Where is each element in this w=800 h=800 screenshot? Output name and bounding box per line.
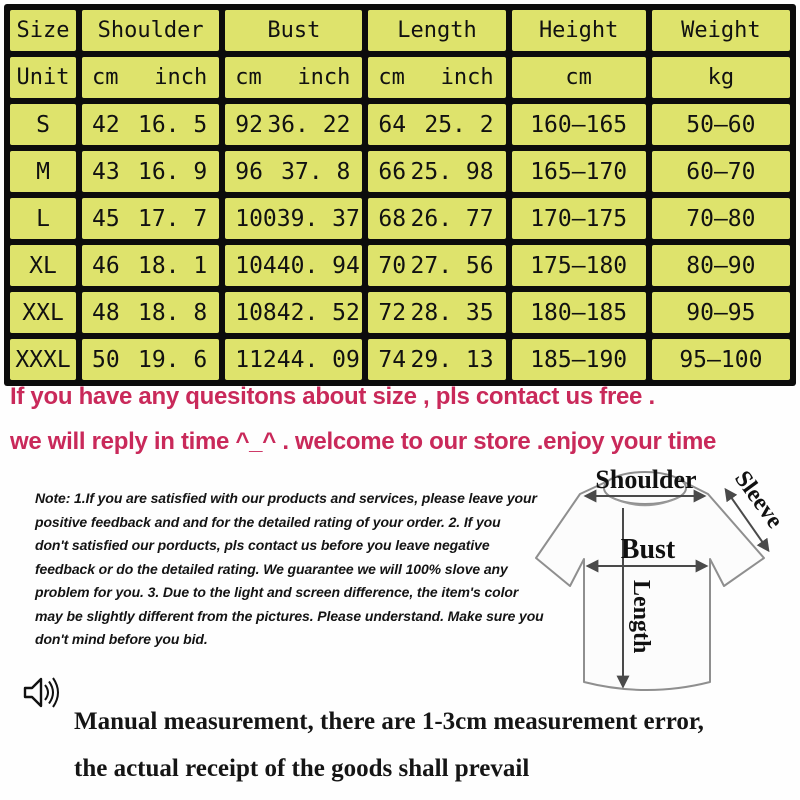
length-cm-value: 72 <box>378 299 407 326</box>
table-header-row <box>10 10 790 51</box>
cell-bust <box>225 151 362 192</box>
table-row-l <box>10 198 790 239</box>
bust-label: Bust <box>620 534 676 565</box>
bust-inch-value: 42. 52 <box>276 299 360 326</box>
length-cm-value: 68 <box>378 205 407 232</box>
unit-label: Unit <box>10 57 76 98</box>
bust-inch-value: 36. 22 <box>267 111 351 138</box>
bust-inch-value: 44. 09 <box>276 346 360 373</box>
table-row-m <box>10 151 790 192</box>
length-inch-value: 29. 13 <box>410 346 494 373</box>
header-length: Length <box>368 10 505 51</box>
cell-length <box>368 198 505 239</box>
unit-bust <box>225 57 362 98</box>
sleeve-label: Sleeve <box>729 466 788 534</box>
measurement-disclaimer <box>74 698 704 792</box>
table-row-xxl <box>10 292 790 333</box>
bust-cm-value: 100 <box>235 205 277 232</box>
length-label: Length <box>628 580 654 654</box>
unit-cm: cm <box>92 65 119 90</box>
bust-inch-value: 39. 37 <box>276 205 360 232</box>
header-weight: Weight <box>652 10 790 51</box>
cell-size: XXXL <box>10 339 76 380</box>
note-line: don't satisfied our porducts, pls contact us before you leave negative <box>35 537 490 553</box>
cell-weight: 90–95 <box>652 292 790 333</box>
unit-inch: inch <box>297 65 351 90</box>
disclaimer-line-2: the actual receipt of the goods shall prevail <box>74 755 530 782</box>
bust-cm-value: 108 <box>235 299 277 326</box>
note-line: problem for you. 3. Due to the light and screen difference, the item's color <box>35 584 519 600</box>
length-inch-value: 25. 2 <box>424 111 494 138</box>
shoulder-cm-value: 48 <box>92 299 120 326</box>
length-inch-value: 27. 56 <box>410 252 494 279</box>
cell-height: 160–165 <box>512 104 646 145</box>
shoulder-cm-value: 46 <box>92 252 120 279</box>
shoulder-inch-value: 19. 6 <box>137 346 208 373</box>
bust-cm-value: 112 <box>235 346 277 373</box>
contact-promo-text <box>10 374 716 464</box>
length-cm-value: 74 <box>378 346 407 373</box>
length-cm-value: 66 <box>378 158 407 185</box>
cell-height: 185–190 <box>512 339 646 380</box>
shoulder-inch-value: 17. 7 <box>137 205 208 232</box>
unit-inch: inch <box>154 65 208 90</box>
cell-size: XL <box>10 245 76 286</box>
cell-shoulder <box>82 151 219 192</box>
cell-length <box>368 245 505 286</box>
header-size: Size <box>10 10 76 51</box>
cell-height: 170–175 <box>512 198 646 239</box>
cell-length <box>368 104 505 145</box>
table-row-s <box>10 104 790 145</box>
shoulder-inch-value: 16. 9 <box>137 158 208 185</box>
length-inch-value: 26. 77 <box>410 205 494 232</box>
cell-height: 175–180 <box>512 245 646 286</box>
note-line: feedback or do the detailed rating. We guarantee we will 100% slove any <box>35 560 508 577</box>
bust-cm-value: 104 <box>235 252 277 279</box>
table-row-xl <box>10 245 790 286</box>
unit-height: cm <box>512 57 646 98</box>
bust-cm-value: 92 <box>235 111 263 138</box>
shoulder-inch-value: 18. 1 <box>137 252 208 279</box>
cell-weight: 50–60 <box>652 104 790 145</box>
cell-weight: 70–80 <box>652 198 790 239</box>
shoulder-label: Shoulder <box>595 465 697 494</box>
bust-inch-value: 37. 8 <box>281 158 351 185</box>
cell-size: M <box>10 151 76 192</box>
cell-weight: 60–70 <box>652 151 790 192</box>
promo-line-1: If you have any quesitons about size , pls contact us free . <box>10 383 655 410</box>
header-height: Height <box>512 10 646 51</box>
shoulder-cm-value: 43 <box>92 158 120 185</box>
length-inch-value: 28. 35 <box>410 299 494 326</box>
cell-bust <box>225 104 362 145</box>
cell-shoulder <box>82 198 219 239</box>
note-line: positive feedback and and for the detailed rating of your order. 2. If you <box>35 513 501 530</box>
cell-shoulder <box>82 245 219 286</box>
cell-weight: 95–100 <box>652 339 790 380</box>
unit-length <box>368 57 505 98</box>
cell-bust <box>225 198 362 239</box>
shoulder-inch-value: 18. 8 <box>137 299 208 326</box>
size-chart-table <box>4 4 796 386</box>
cell-size: S <box>10 104 76 145</box>
unit-shoulder <box>82 57 219 98</box>
unit-cm: cm <box>378 65 405 90</box>
header-shoulder: Shoulder <box>82 10 219 51</box>
speaker-icon <box>20 672 62 714</box>
cell-shoulder <box>82 292 219 333</box>
cell-bust <box>225 292 362 333</box>
disclaimer-line-1: Manual measurement, there are 1-3cm measurement error, <box>74 708 704 735</box>
unit-weight: kg <box>652 57 790 98</box>
length-inch-value: 25. 98 <box>410 158 494 185</box>
bust-cm-value: 96 <box>235 158 263 185</box>
unit-cm: cm <box>235 65 262 90</box>
shoulder-cm-value: 45 <box>92 205 120 232</box>
header-bust: Bust <box>225 10 362 51</box>
bust-inch-value: 40. 94 <box>276 252 360 279</box>
cell-length <box>368 292 505 333</box>
cell-size: XXL <box>10 292 76 333</box>
note-line: don't mind before you bid. <box>35 631 208 647</box>
cell-height: 180–185 <box>512 292 646 333</box>
length-cm-value: 70 <box>378 252 407 279</box>
note-line: Note: 1.If you are satisfied with our products and services, please leave your <box>35 490 537 506</box>
table-unit-row <box>10 57 790 98</box>
cell-bust <box>225 245 362 286</box>
note-line: may be slightly different from the pictures. Please understand. Make sure you <box>35 607 544 624</box>
shoulder-cm-value: 50 <box>92 346 120 373</box>
shoulder-cm-value: 42 <box>92 111 120 138</box>
seller-note <box>35 487 544 652</box>
length-cm-value: 64 <box>378 111 407 138</box>
cell-height: 165–170 <box>512 151 646 192</box>
promo-line-2: we will reply in time ^_^ . welcome to our store .enjoy your time <box>10 428 717 455</box>
cell-size: L <box>10 198 76 239</box>
shoulder-inch-value: 16. 5 <box>137 111 208 138</box>
cell-weight: 80–90 <box>652 245 790 286</box>
cell-length <box>368 151 505 192</box>
cell-shoulder <box>82 104 219 145</box>
unit-inch: inch <box>440 65 494 90</box>
